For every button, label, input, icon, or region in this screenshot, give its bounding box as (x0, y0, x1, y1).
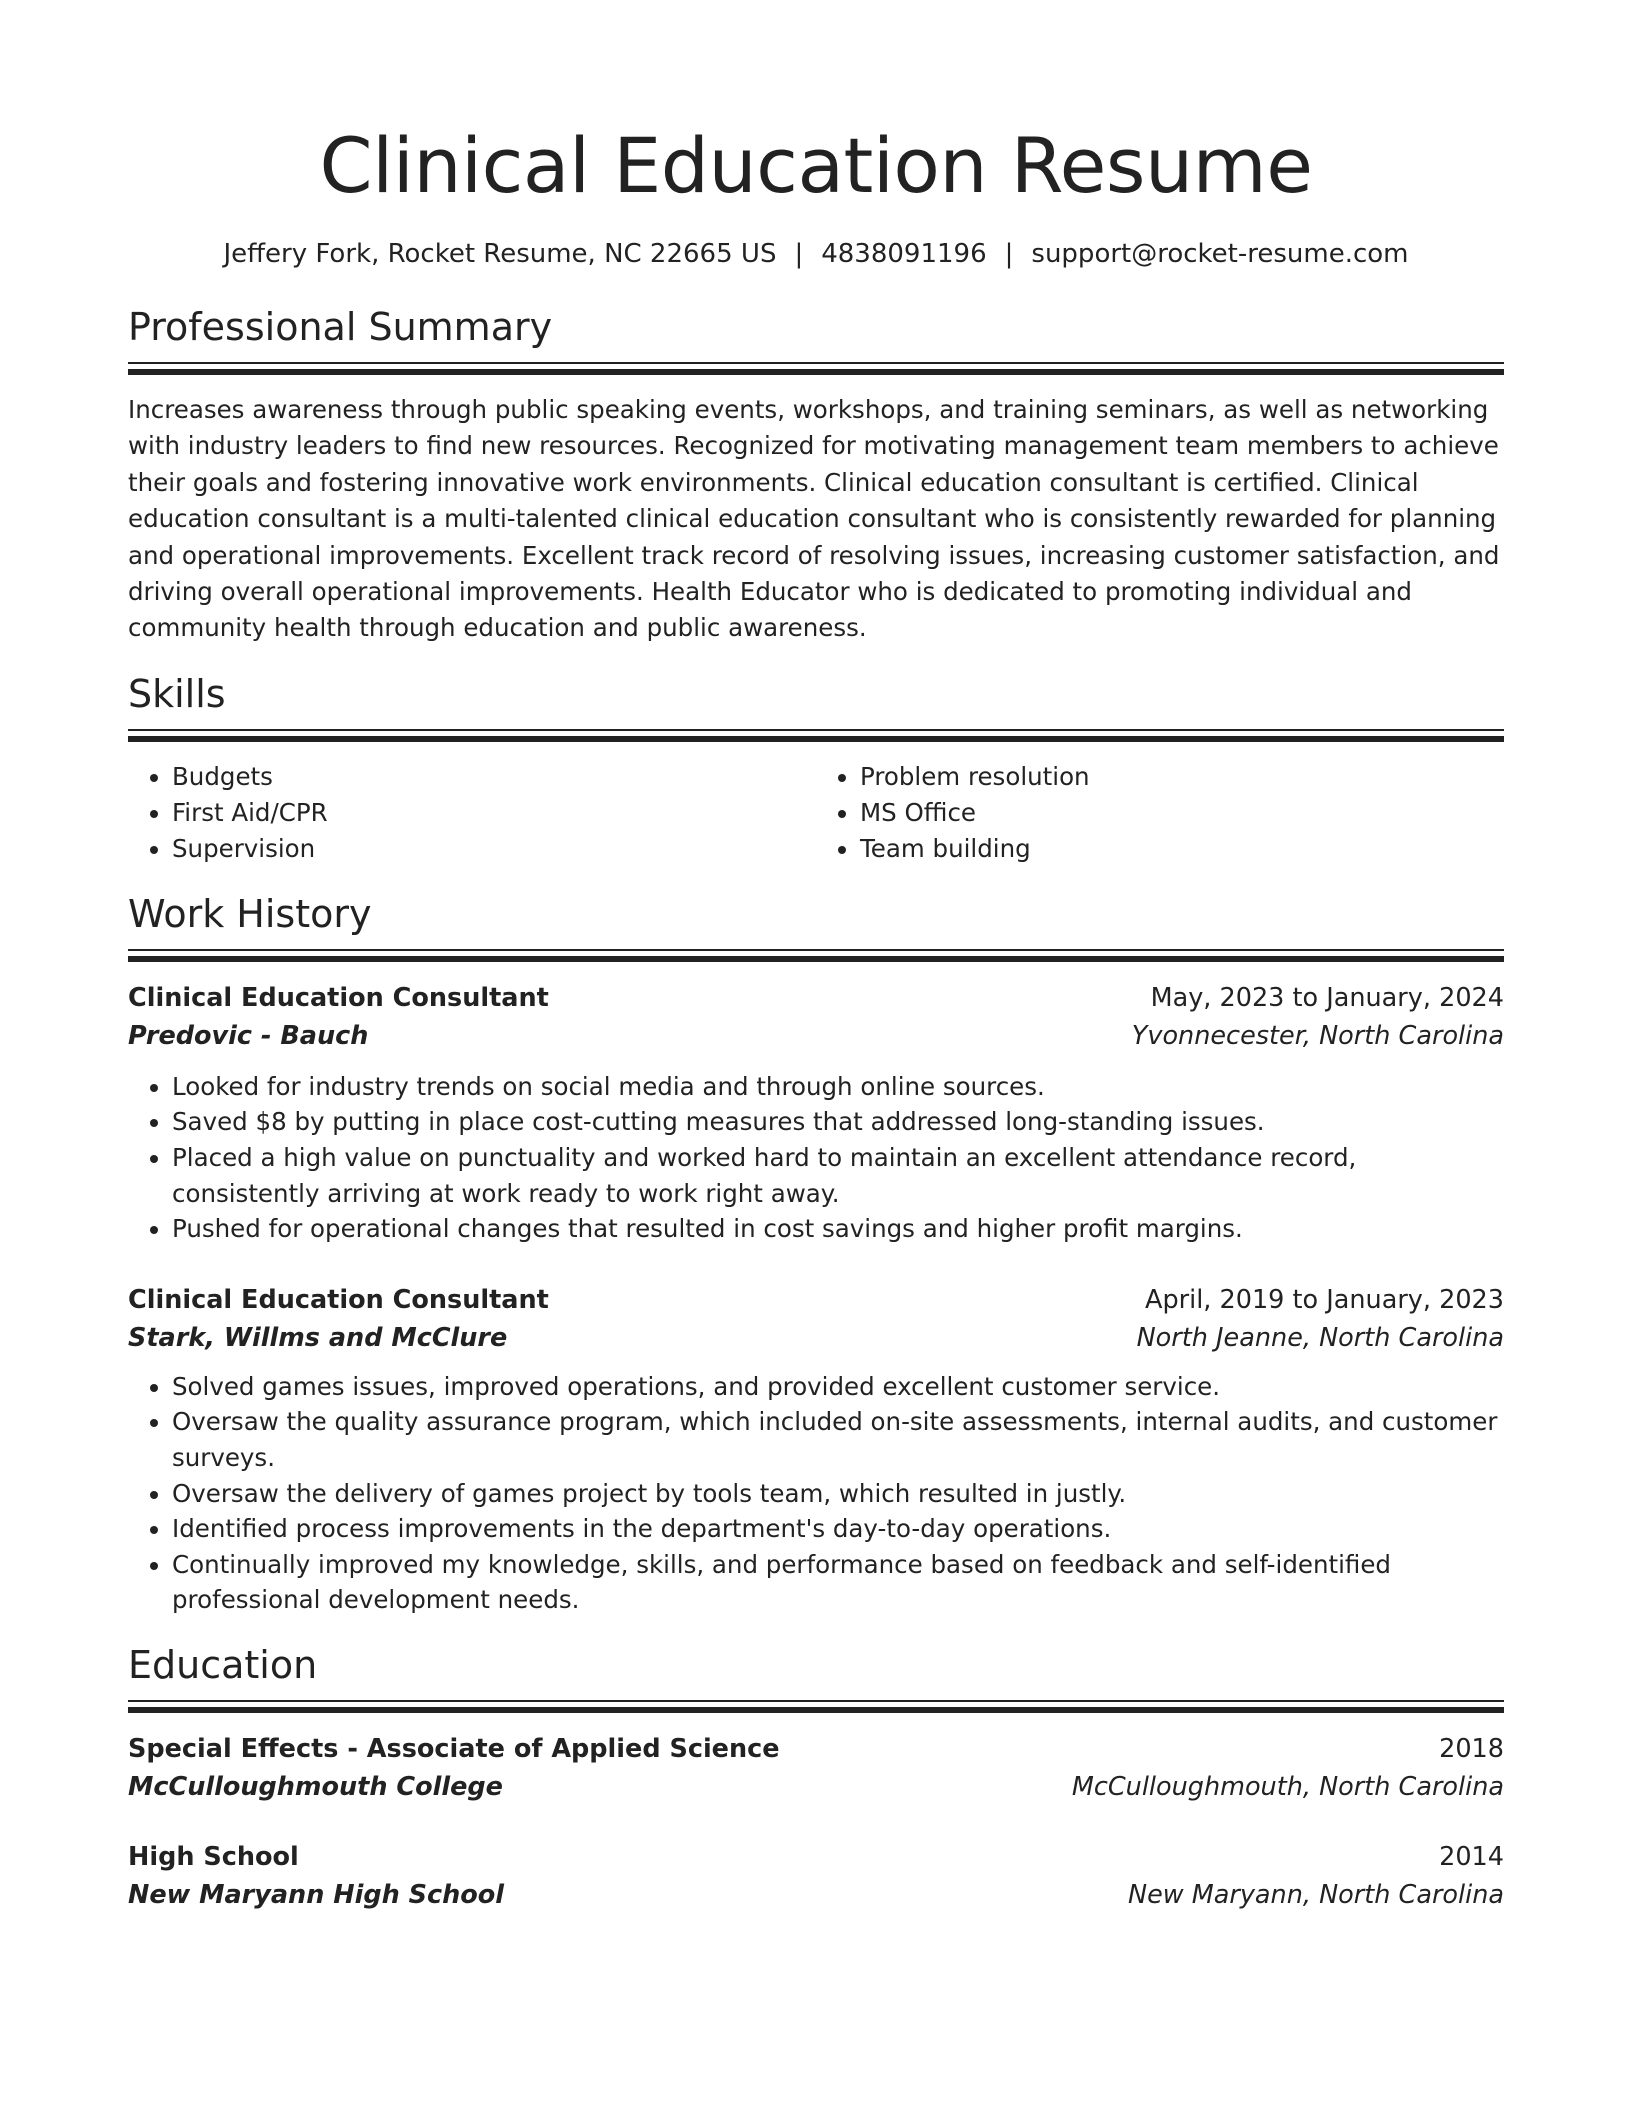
skills-list-right (816, 759, 1504, 867)
education-entry (128, 1730, 1504, 1806)
education-degree: Special Effects - Associate of Applied Science (128, 1733, 780, 1764)
job-entry (128, 1281, 1504, 1618)
job-company-row (128, 1017, 1504, 1055)
education-location: New Maryann, North Carolina (1128, 1879, 1504, 1910)
education-location: McCulloughmouth, North Carolina (1071, 1771, 1504, 1802)
job-company-row (128, 1319, 1504, 1357)
skill-item: • Budgets (172, 759, 816, 795)
education-header-row (128, 1838, 1504, 1876)
job-entry (128, 979, 1504, 1247)
job-bullet: • Continually improved my knowledge, skills, and performance based on feedback and self-identified professional development needs. (172, 1547, 1504, 1618)
contact-address: Jeffery Fork, Rocket Resume, NC 22665 US (223, 239, 777, 269)
education-school-row (128, 1876, 1504, 1914)
skills-section (128, 669, 1504, 867)
resume-title: Clinical Education Resume (319, 121, 1313, 210)
skill-item: • Team building (860, 831, 1504, 867)
section-divider (128, 729, 1504, 742)
job-bullet: • Identified process improvements in the department's day-to-day operations. (172, 1511, 1504, 1547)
education-year: 2018 (1439, 1733, 1504, 1764)
section-divider (128, 949, 1504, 962)
summary-section (128, 302, 1504, 647)
job-title: Clinical Education Consultant (128, 1284, 549, 1315)
job-dates: May, 2023 to January, 2024 (1150, 982, 1504, 1013)
job-bullet: • Placed a high value on punctuality and worked hard to maintain an excellent attendance record, consistently arriving at work ready to work right away. (172, 1140, 1504, 1211)
contact-separator: | (794, 239, 804, 269)
skill-item: • First Aid/CPR (172, 795, 816, 831)
job-company: Predovic - Bauch (128, 1020, 369, 1051)
section-heading-work-history: Work History (128, 891, 372, 936)
job-bullet: • Saved $8 by putting in place cost-cutting measures that addressed long-standing issues. (172, 1104, 1504, 1140)
job-bullet: • Pushed for operational changes that resulted in cost savings and higher profit margins. (172, 1211, 1504, 1247)
contact-line (128, 236, 1504, 272)
skill-item: • MS Office (860, 795, 1504, 831)
job-location: North Jeanne, North Carolina (1136, 1322, 1504, 1353)
job-bullets (128, 1369, 1504, 1618)
education-year: 2014 (1439, 1841, 1504, 1872)
job-bullet: • Looked for industry trends on social media and through online sources. (172, 1069, 1504, 1105)
section-heading-summary: Professional Summary (128, 305, 553, 349)
education-entry (128, 1838, 1504, 1914)
job-dates: April, 2019 to January, 2023 (1145, 1284, 1504, 1315)
section-divider (128, 1700, 1504, 1713)
job-bullets (128, 1069, 1504, 1247)
skills-list-left (128, 759, 816, 867)
section-heading-skills: Skills (128, 671, 226, 716)
job-title: Clinical Education Consultant (128, 982, 549, 1013)
job-header-row (128, 979, 1504, 1017)
education-school: McCulloughmouth College (128, 1771, 503, 1802)
contact-separator: | (1004, 239, 1014, 269)
skills-grid (128, 759, 1504, 867)
skill-item: • Supervision (172, 831, 816, 867)
job-bullet: • Oversaw the quality assurance program, which included on-site assessments, internal audits, and customer surveys. (172, 1404, 1504, 1475)
job-bullet: • Oversaw the delivery of games project by tools team, which resulted in justly. (172, 1476, 1504, 1512)
contact-email: support@rocket-resume.com (1031, 239, 1409, 269)
education-school: New Maryann High School (128, 1879, 505, 1910)
education-degree: High School (128, 1841, 299, 1872)
job-bullet: • Solved games issues, improved operations, and provided excellent customer service. (172, 1369, 1504, 1405)
job-company: Stark, Willms and McClure (128, 1322, 508, 1353)
work-history-section (128, 889, 1504, 1618)
contact-phone: 4838091196 (821, 239, 987, 269)
skill-item: • Problem resolution (860, 759, 1504, 795)
section-divider (128, 362, 1504, 375)
section-heading-education: Education (128, 1642, 318, 1687)
education-section (128, 1640, 1504, 1914)
job-location: Yvonnecester, North Carolina (1131, 1020, 1504, 1051)
summary-text: Increases awareness through public speaking events, workshops, and training seminars, as well as networking with industry leaders to find new resources. Recognized for motivating management team members to achieve their goals and fostering innovative work environments. Clinical education consultant is certified. Clinical education consultant is a multi-talented clinical education consultant who is consistently rewarded for planning and operational improvements. Excellent track record of resolving issues, increasing customer satisfaction, and driving overall operational improvements. Health Educator who is dedicated to promoting individual and community health through education and public awareness. (128, 395, 1500, 643)
job-header-row (128, 1281, 1504, 1319)
education-school-row (128, 1768, 1504, 1806)
education-header-row (128, 1730, 1504, 1768)
